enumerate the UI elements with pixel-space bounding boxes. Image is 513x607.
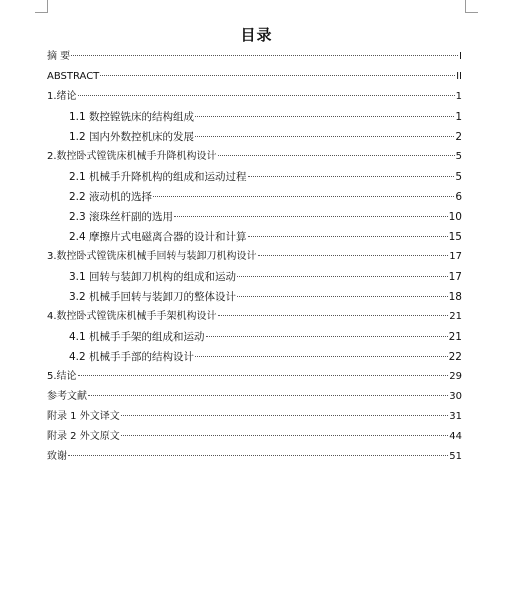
toc-entry-title: 3.数控卧式镗铣床机械手回转与装卸刀机构设计 (47, 251, 257, 262)
toc-entry-page-number: 17 (448, 271, 462, 283)
toc-entry-page-number: 5 (455, 171, 462, 183)
toc-dot-leader (248, 176, 455, 177)
toc-entry-page-number: 15 (448, 231, 462, 243)
toc-entry[interactable] (69, 109, 462, 125)
crop-mark-top-left (35, 0, 48, 13)
toc-dot-leader (218, 315, 449, 316)
toc-entry[interactable] (69, 329, 462, 345)
toc-entry[interactable] (47, 69, 462, 85)
toc-entry[interactable] (47, 389, 462, 405)
toc-dot-leader (218, 155, 455, 156)
toc-dot-leader (153, 196, 454, 197)
toc-entry-title: 5.结论 (47, 371, 77, 382)
toc-dot-leader (258, 255, 449, 256)
toc-entry-title: 2.1 机械手升降机构的组成和运动过程 (69, 171, 247, 183)
toc-entry[interactable] (69, 289, 462, 305)
toc-entry-page-number: 1 (455, 111, 462, 123)
toc-entry-title: 4.2 机械手手部的结构设计 (69, 351, 195, 363)
toc-entry[interactable] (47, 309, 462, 325)
toc-entry[interactable] (47, 409, 462, 425)
toc-dot-leader (174, 216, 448, 217)
toc-entry[interactable] (47, 49, 462, 65)
toc-entry-title: 附录 1 外文译文 (47, 411, 120, 422)
toc-entry[interactable] (69, 349, 462, 365)
crop-mark-top-right (465, 0, 478, 13)
toc-dot-leader (195, 356, 448, 357)
toc-entry-title: 参考文献 (47, 391, 87, 402)
toc-entry-title: 3.1 回转与装卸刀机构的组成和运动 (69, 271, 237, 283)
toc-entry[interactable] (47, 449, 462, 465)
toc-entry-page-number: 30 (449, 391, 462, 402)
toc-entry[interactable] (69, 269, 462, 285)
toc-entry-title: 1.2 国内外数控机床的发展 (69, 131, 195, 143)
toc-dot-leader (68, 455, 448, 456)
toc-entry-page-number: 1 (455, 91, 462, 102)
toc-dot-leader (248, 236, 448, 237)
toc-entry-page-number: 31 (449, 411, 462, 422)
toc-entry-title: 摘 要 (47, 51, 71, 62)
toc-dot-leader (195, 136, 454, 137)
toc-entry-page-number: II (456, 71, 462, 82)
toc-entry-page-number: 29 (449, 371, 462, 382)
toc-entry-title: 2.2 液动机的选择 (69, 191, 153, 203)
toc-entry[interactable] (69, 169, 462, 185)
toc-entry-title: 致谢 (47, 451, 67, 462)
toc-entry-page-number: 2 (455, 131, 462, 143)
toc-entry[interactable] (47, 369, 462, 385)
toc-dot-leader (78, 95, 455, 96)
toc-entry-page-number: 44 (449, 431, 462, 442)
toc-entry-title: 附录 2 外文原文 (47, 431, 120, 442)
toc-title: 目录 (240, 26, 273, 44)
toc-entry-page-number: I (459, 51, 462, 62)
toc-entry-title: 3.2 机械手回转与装卸刀的整体设计 (69, 291, 237, 303)
toc-entry-page-number: 22 (448, 351, 462, 363)
toc-dot-leader (71, 55, 458, 56)
toc-entry[interactable] (47, 429, 462, 445)
toc-dot-leader (78, 375, 449, 376)
toc-entry[interactable] (47, 89, 462, 105)
toc-entry[interactable] (47, 149, 462, 165)
toc-entry-title: 4.1 机械手手架的组成和运动 (69, 331, 205, 343)
toc-dot-leader (237, 276, 448, 277)
toc-entry[interactable] (69, 229, 462, 245)
toc-dot-leader (206, 336, 448, 337)
toc-dot-leader (195, 116, 454, 117)
toc-dot-leader (237, 296, 448, 297)
toc-entry[interactable] (69, 129, 462, 145)
toc-entry-title: 4.数控卧式镗铣床机械手手架机构设计 (47, 311, 217, 322)
toc-entry-page-number: 17 (449, 251, 462, 262)
toc-entry-title: 1.绪论 (47, 91, 77, 102)
toc-entry-page-number: 6 (455, 191, 462, 203)
toc-dot-leader (121, 435, 449, 436)
toc-entry-page-number: 21 (449, 311, 462, 322)
toc-entry[interactable] (69, 189, 462, 205)
toc-dot-leader (121, 415, 449, 416)
toc-dot-leader (100, 75, 455, 76)
toc-entry-page-number: 5 (455, 151, 462, 162)
toc-entry-title: 2.4 摩擦片式电磁离合器的设计和计算 (69, 231, 247, 243)
toc-entry-page-number: 18 (448, 291, 462, 303)
toc-entry-page-number: 10 (448, 211, 462, 223)
toc-entry-title: 2.3 滚珠丝杆副的选用 (69, 211, 174, 223)
toc-entry-title: 2.数控卧式镗铣床机械手升降机构设计 (47, 151, 217, 162)
toc-entry-title: 1.1 数控镗铣床的结构组成 (69, 111, 195, 123)
toc-dot-leader (88, 395, 448, 396)
toc-entry-page-number: 21 (448, 331, 462, 343)
toc-entry[interactable] (47, 249, 462, 265)
toc-entry[interactable] (69, 209, 462, 225)
toc-entry-page-number: 51 (449, 451, 462, 462)
toc-entry-title: ABSTRACT (47, 71, 100, 82)
